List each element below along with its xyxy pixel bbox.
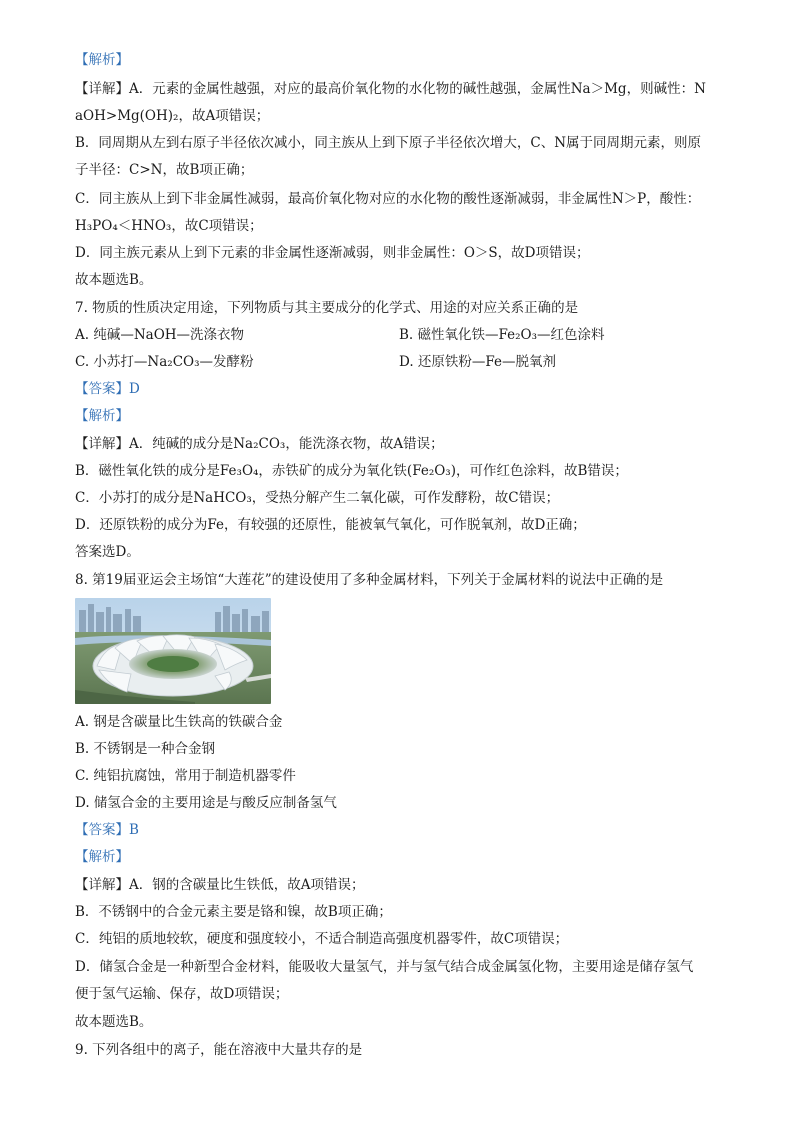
stadium-photo bbox=[75, 598, 271, 704]
q8-detail-d-line2: 便于氢气运输、保存，故D项错误； bbox=[75, 986, 289, 1002]
q8-option-d: D. 储氢合金的主要用途是与酸反应制备氢气 bbox=[75, 795, 337, 811]
detail-c-line2: H₃PO₄＜HNO₃，故C项错误； bbox=[75, 218, 263, 234]
q7-option-c: C. 小苏打—Na₂CO₃—发酵粉 bbox=[75, 354, 254, 370]
question-7-stem: 7. 物质的性质决定用途，下列物质与其主要成分的化学式、用途的对应关系正确的是 bbox=[75, 300, 579, 316]
q7-detail-d: D．还原铁粉的成分为Fe，有较强的还原性，能被氧气氧化，可作脱氧剂，故D正确； bbox=[75, 517, 586, 533]
detail-b-line1: B．同周期从左到右原子半径依次减小，同主族从上到下原子半径依次增大，C、N属于同周期元素，则原 bbox=[75, 135, 702, 151]
q7-detail-a: 【详解】A．纯碱的成分是Na₂CO₃，能洗涤衣物，故A错误； bbox=[75, 436, 444, 452]
q8-conclusion: 故本题选B。 bbox=[75, 1014, 153, 1030]
detail-d: D．同主族元素从上到下元素的非金属性逐渐减弱，则非金属性：O＞S，故D项错误； bbox=[75, 245, 590, 261]
q8-answer: 【答案】B bbox=[75, 822, 139, 838]
q7-answer: 【答案】D bbox=[75, 381, 140, 397]
detail-a-line2: aOH>Mg(OH)₂，故A项错误； bbox=[75, 108, 270, 124]
q7-option-a: A. 纯碱—NaOH—洗涤衣物 bbox=[75, 327, 245, 343]
q8-detail-c: C．纯铝的质地较软，硬度和强度较小，不适合制造高强度机器零件，故C项错误； bbox=[75, 931, 569, 947]
detail-a-line1: 【详解】A．元素的金属性越强，对应的最高价氧化物的水化物的碱性越强，金属性Na＞Mg，则碱性：N bbox=[75, 81, 706, 97]
q8-option-c: C. 纯铝抗腐蚀，常用于制造机器零件 bbox=[75, 768, 296, 784]
q7-option-d: D. 还原铁粉—Fe—脱氧剂 bbox=[399, 354, 557, 370]
q8-analysis-heading: 【解析】 bbox=[75, 849, 129, 865]
q7-conclusion: 答案选D。 bbox=[75, 544, 140, 560]
question-9-stem: 9. 下列各组中的离子，能在溶液中大量共存的是 bbox=[75, 1042, 363, 1058]
detail-b-line2: 子半径：C>N，故B项正确； bbox=[75, 162, 254, 178]
q8-detail-d-line1: D．储氢合金是一种新型合金材料，能吸收大量氢气，并与氢气结合成金属氢化物，主要用途是储存氢气 bbox=[75, 959, 694, 975]
analysis-heading: 【解析】 bbox=[75, 52, 129, 68]
question-8-stem: 8. 第19届亚运会主场馆“大莲花”的建设使用了多种金属材料，下列关于金属材料的说法中正确的是 bbox=[75, 572, 664, 588]
q7-detail-b: B．磁性氧化铁的成分是Fe₃O₄，赤铁矿的成分为氧化铁(Fe₂O₃)，可作红色涂料，故B错误； bbox=[75, 463, 628, 479]
q7-option-b: B. 磁性氧化铁—Fe₂O₃—红色涂料 bbox=[399, 327, 605, 343]
conclusion: 故本题选B。 bbox=[75, 272, 153, 288]
q8-option-a: A. 钢是含碳量比生铁高的铁碳合金 bbox=[75, 714, 283, 730]
q7-detail-c: C．小苏打的成分是NaHCO₃，受热分解产生二氧化碳，可作发酵粉，故C错误； bbox=[75, 490, 560, 506]
q8-detail-a: 【详解】A．钢的含碳量比生铁低，故A项错误； bbox=[75, 877, 365, 893]
q8-detail-b: B．不锈钢中的合金元素主要是铬和镍，故B项正确； bbox=[75, 904, 392, 920]
q8-option-b: B. 不锈钢是一种合金钢 bbox=[75, 741, 216, 757]
detail-c-line1: C．同主族从上到下非金属性减弱，最高价氧化物对应的水化物的酸性逐渐减弱，非金属性N＞P，酸性： bbox=[75, 191, 701, 207]
q7-analysis-heading: 【解析】 bbox=[75, 408, 129, 424]
